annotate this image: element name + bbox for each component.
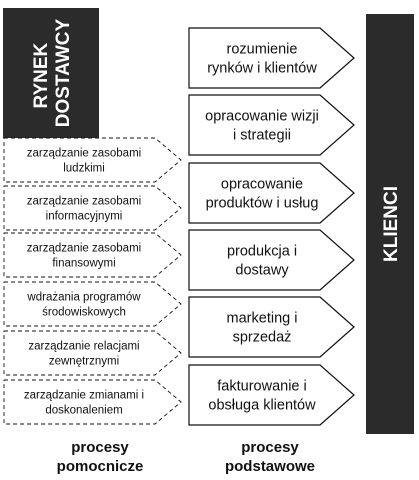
support-processes [4, 138, 181, 424]
support-process-label-line: zarządzanie zasobami [26, 242, 142, 255]
primary-process-arrow [189, 163, 354, 223]
primary-process-shape [189, 28, 354, 88]
customers-label: KLIENCI [381, 186, 402, 262]
supplier-market-label-line: DOSTAWCY [53, 18, 74, 128]
primary-processes-caption [185, 438, 355, 476]
primary-caption-line: podstawowe [224, 458, 315, 475]
support-process-label-line: zarządzanie zasobami [26, 147, 142, 160]
support-process-shape [4, 331, 181, 375]
support-process-shape [4, 186, 181, 230]
support-process-label-line: zarządzanie zmianami i [23, 389, 145, 402]
primary-process-label-line: produktów i usług [205, 195, 319, 212]
support-process-arrow [4, 233, 181, 277]
support-caption-line: pomocnicze [56, 458, 144, 475]
primary-process-arrow [189, 28, 354, 88]
primary-process-label-line: marketing i [226, 310, 298, 327]
support-process-label-line: doskonaleniem [45, 404, 123, 417]
primary-process-shape [189, 95, 354, 155]
primary-process-label-line: sprzedaż [232, 329, 292, 346]
support-process-shape [4, 282, 181, 326]
primary-process-label-line: opracowanie [220, 176, 304, 193]
support-process-arrow [4, 282, 181, 326]
primary-process-shape [189, 230, 354, 290]
support-process-arrow [4, 138, 181, 182]
support-process-shape [4, 138, 181, 182]
support-process-arrow [4, 331, 181, 375]
support-process-shape [4, 233, 181, 277]
primary-process-label-line: dostawy [235, 262, 289, 279]
support-process-label-line: środowiskowych [42, 306, 126, 319]
primary-process-label-line: produkcja i [226, 243, 298, 260]
support-caption-line: procesy [71, 439, 129, 456]
primary-process-label-line: fakturowanie i [217, 378, 307, 395]
support-process-label-line: zarządzanie zasobami [26, 195, 142, 208]
primary-process-label-line: opracowanie wizji [205, 108, 319, 125]
support-processes-caption [20, 438, 180, 476]
primary-process-label-line: obsługa klientów [208, 397, 316, 414]
primary-process-shape [189, 365, 354, 425]
support-process-label-line: zarządzanie relacjami [28, 340, 140, 353]
primary-process-arrow [189, 95, 354, 155]
primary-process-label-line: i strategii [232, 127, 292, 144]
support-process-shape [4, 380, 181, 424]
primary-processes [189, 28, 354, 425]
support-process-arrow [4, 380, 181, 424]
support-process-label-line: ludzkimi [63, 162, 105, 175]
primary-process-arrow [189, 230, 354, 290]
primary-process-arrow [189, 365, 354, 425]
support-process-label-line: wdrażania programów [27, 291, 141, 304]
primary-process-arrow [189, 297, 354, 357]
primary-process-shape [189, 297, 354, 357]
support-process-label-line: finansowymi [52, 257, 116, 270]
support-process-label-line: informacyjnymi [45, 210, 123, 223]
primary-process-label-line: rozumienie [226, 41, 298, 58]
primary-process-label-line: rynków i klientów [207, 60, 317, 77]
supplier-market-label-line: RYNEK [31, 42, 52, 109]
primary-process-shape [189, 163, 354, 223]
primary-caption-line: procesy [241, 439, 299, 456]
support-process-label-line: zewnętrznymi [48, 355, 120, 368]
support-process-arrow [4, 186, 181, 230]
